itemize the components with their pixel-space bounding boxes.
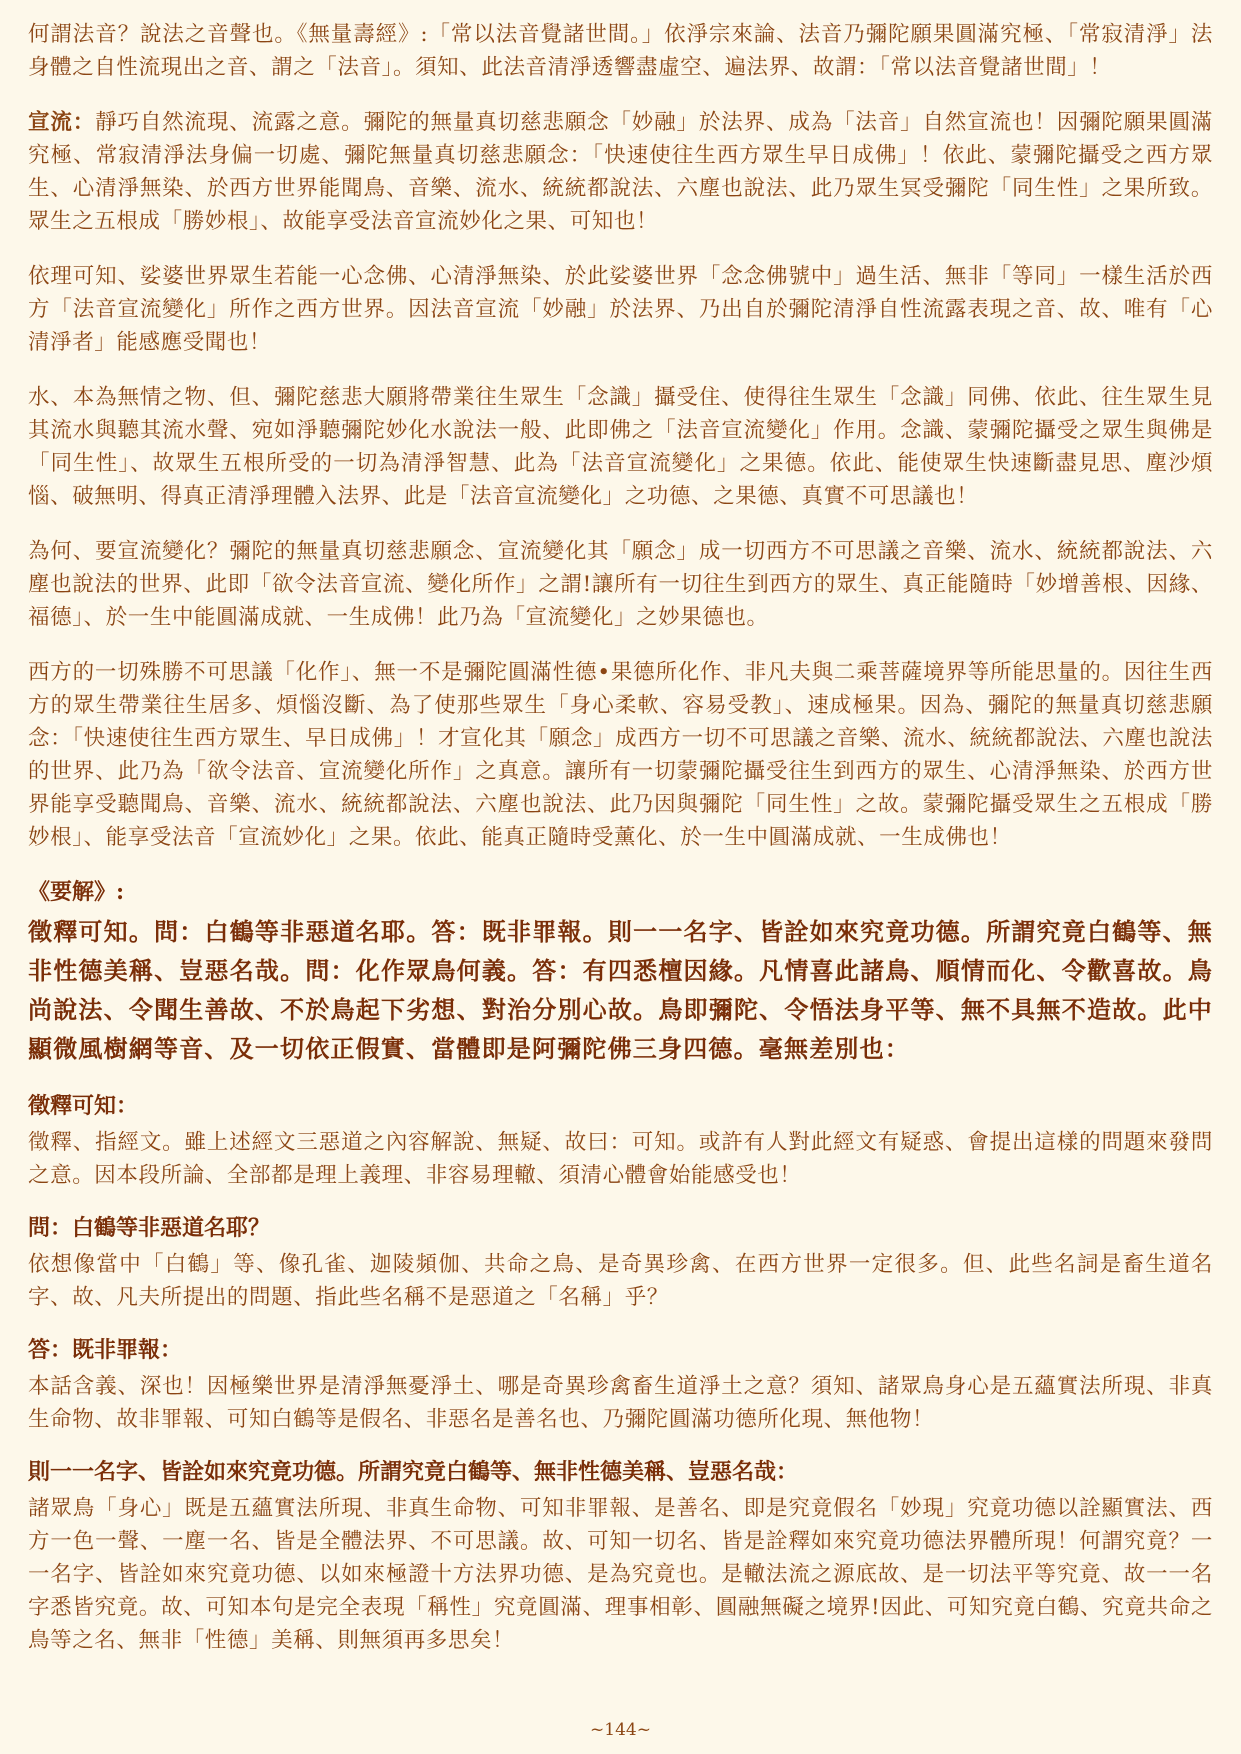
paragraph-2-lead: 宣流： [28, 110, 96, 135]
section-2-text: 依想像當中「白鶴」等、像孔雀、迦陵頻伽、共命之鳥、是奇異珍禽、在西方世界一定很多。但、此些名詞是畜生道名字、故、凡夫所提出的問題、指此些名稱不是惡道之「名稱」乎？ [28, 1252, 1213, 1310]
paragraph-3-text: 依理可知、娑婆世界眾生若能一心念佛、心清淨無染、於此娑婆世界「念念佛號中」過生活、無非「等同」一樣生活於西方「法音宣流變化」所作之西方世界。因法音宣流「妙融」於法界、乃出自於彌陀清淨自性流露表現之音、故、唯有「心清淨者」能感應受聞也！ [28, 264, 1213, 355]
paragraph-1 [28, 18, 1213, 84]
section-4-heading: 則一一名字、皆詮如來究竟功德。所謂究竟白鶴等、無非性德美稱、豈惡名哉： [28, 1459, 799, 1485]
paragraph-6-text: 西方的一切殊勝不可思議「化作」、無一不是彌陀圓滿性德•果德所化作、非凡夫與二乘菩薩境界等所能思量的。因往生西方的眾生帶業往生居多、煩惱沒斷、為了使那些眾生「身心柔軟、容易受教」、速成極果。因為、彌陀的無量真切慈悲願念：「快速使往生西方眾生、早日成佛」！才宣化其「願念」成西方一切不可思議之音樂、流水、統統都說法、六塵也說法的世界、此乃為「欲令法音、宣流變化所作」之真意。讓所有一切蒙彌陀攝受往生到西方的眾生、心清淨無染、於西方世界能享受聽聞鳥、音樂、流水、統統都說法、六塵也說法、此乃因與彌陀「同生性」之故。蒙彌陀攝受眾生之五根成「勝妙根」、能享受法音「宣流妙化」之果。依此、能真正隨時受薰化、於一生中圓滿成就、一生成佛也！ [28, 660, 1213, 850]
section-2-heading: 問：白鶴等非惡道名耶？ [28, 1215, 271, 1241]
paragraph-2-text: 靜巧自然流現、流露之意。彌陀的無量真切慈悲願念「妙融」於法界、成為「法音」自然宣流也！因彌陀願果圓滿究極、常寂清淨法身偏一切處、彌陀無量真切慈悲願念：「快速使往生西方眾生早日成佛」！依此、蒙彌陀攝受之西方眾生、心清淨無染、於西方世界能聞鳥、音樂、流水、統統都說法、六塵也說法、此乃眾生冥受彌陀「同生性」之果所致。眾生之五根成「勝妙根」、故能享受法音宣流妙化之果、可知也！ [28, 110, 1213, 234]
paragraph-5 [28, 535, 1213, 634]
paragraph-5-text: 為何、要宣流變化？彌陀的無量真切慈悲願念、宣流變化其「願念」成一切西方不可思議之音樂、流水、統統都說法、六塵也說法的世界、此即「欲令法音宣流、變化所作」之謂!讓所有一切往生到西方的眾生、真正能隨時「妙增善根、因緣、福德」、於一生中能圓滿成就、一生成佛！此乃為「宣流變化」之妙果德也。 [28, 539, 1213, 630]
paragraph-6 [28, 656, 1213, 854]
yaojie-quote: 徵釋可知。問：白鶴等非惡道名耶。答：既非罪報。則一一名字、皆詮如來究竟功德。所謂究竟白鶴等、無非性德美稱、豈惡名哉。問：化作眾鳥何義。答：有四悉檀因緣。凡情喜此諸鳥、順情而化、令歡喜故。鳥尚說法、令聞生善故、不於鳥起下劣想、對治分別心故。鳥即彌陀、令悟法身平等、無不具無不造故。此中顯微風樹網等音、及一切依正假實、當體即是阿彌陀佛三身四德。毫無差別也： [28, 917, 1213, 1063]
yaojie-heading: 《要解》: [28, 879, 125, 905]
section-3-heading: 答：既非罪報： [28, 1337, 183, 1363]
paragraph-4 [28, 381, 1213, 513]
section-1-text: 徵釋、指經文。雖上述經文三惡道之內容解說、無疑、故曰：可知。或許有人對此經文有疑惑、會提出這樣的問題來發問之意。因本段所論、全部都是理上義理、非容易理轍、須清心體會始能感受也！ [28, 1130, 1213, 1188]
page-number: ~144~ [590, 1720, 651, 1740]
paragraph-1-text: 何謂法音？說法之音聲也。《無量壽經》:「常以法音覺諸世間。」依淨宗來論、法音乃彌陀願果圓滿究極、「常寂清淨」法身體之自性流現出之音、謂之「法音」。須知、此法音清淨透響盡虛空、遍法界、故謂：「常以法音覺諸世間」！ [28, 22, 1213, 80]
paragraph-3 [28, 260, 1213, 359]
section-1-heading: 徵釋可知： [28, 1093, 139, 1119]
paragraph-4-text: 水、本為無情之物、但、彌陀慈悲大願將帶業往生眾生「念識」攝受住、使得往生眾生「念識」同佛、依此、往生眾生見其流水與聽其流水聲、宛如淨聽彌陀妙化水說法一般、此即佛之「法音宣流變化」作用。念識、蒙彌陀攝受之眾生與佛是「同生性」、故眾生五根所受的一切為清淨智慧、此為「法音宣流變化」之果德。依此、能使眾生快速斷盡見思、塵沙煩惱、破無明、得真正清淨理體入法界、此是「法音宣流變化」之功德、之果德、真實不可思議也！ [28, 385, 1213, 509]
section-4-text: 諸眾鳥「身心」既是五蘊實法所現、非真生命物、可知非罪報、是善名、即是究竟假名「妙現」究竟功德以詮顯實法、西方一色一聲、一塵一名、皆是全體法界、不可思議。故、可知一切名、皆是詮釋如來究竟功德法界體所現！何謂究竟？一一名字、皆詮如來究竟功德、以如來極證十方法界功德、是為究竟也。是轍法流之源底故、是一切法平等究竟、故一一名字悉皆究竟。故、可知本句是完全表現「稱性」究竟圓滿、理事相彰、圓融無礙之境界!因此、可知究竟白鶴、究竟共命之鳥等之名、無非「性德」美稱、則無須再多思矣！ [28, 1496, 1213, 1653]
section-3-text: 本話含義、深也！因極樂世界是清淨無憂淨土、哪是奇異珍禽畜生道淨土之意？須知、諸眾鳥身心是五蘊實法所現、非真生命物、故非罪報、可知白鶴等是假名、非惡名是善名也、乃彌陀圓滿功德所化現、無他物！ [28, 1374, 1213, 1432]
paragraph-2 [28, 106, 1213, 238]
